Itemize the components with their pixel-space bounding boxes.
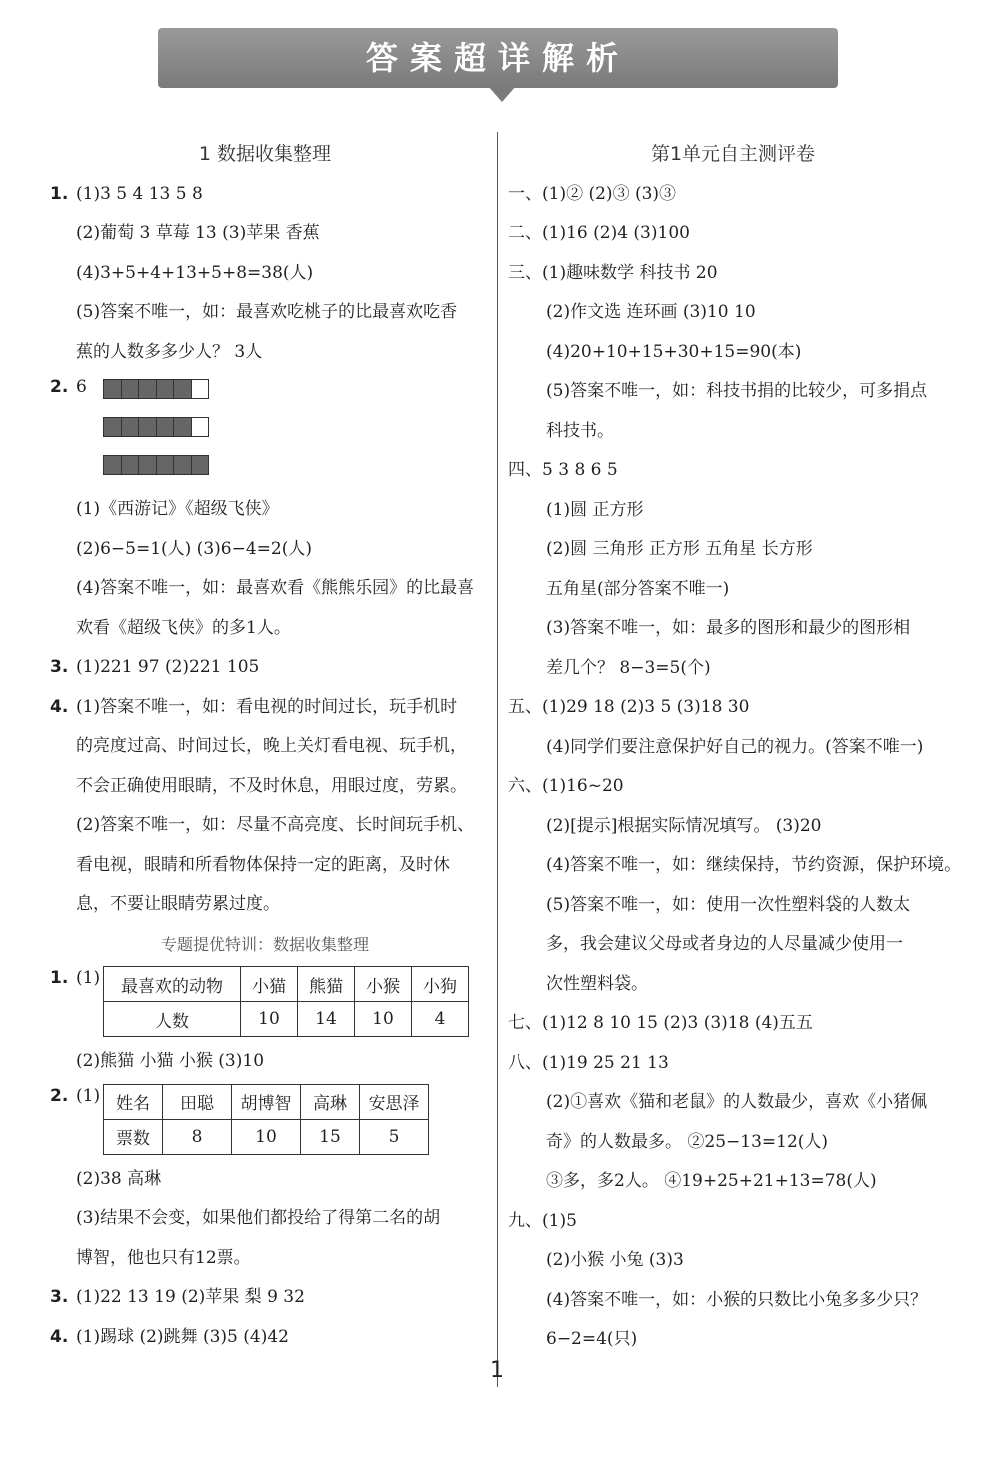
question-number: 3. (50, 657, 69, 677)
answer-line (508, 412, 958, 452)
answer-line (508, 214, 958, 254)
table-cell: 熊猫 (298, 967, 355, 1002)
left-column (50, 135, 480, 1357)
answer-line (50, 175, 480, 215)
answer-line (508, 925, 958, 965)
answer-line (508, 1202, 958, 1242)
table-cell: 14 (298, 1002, 355, 1037)
answer-text: 科技书。 (546, 420, 614, 441)
vote-table (103, 1084, 429, 1155)
table-cell: 4 (412, 1002, 469, 1037)
filled-cell (138, 417, 157, 437)
table-cell: 票数 (104, 1119, 163, 1154)
answer-text: (1) (76, 1085, 101, 1106)
answer-line (508, 649, 958, 689)
answer-line (508, 293, 958, 333)
answer-text: 九、(1)5 (508, 1210, 577, 1231)
answer-text: 七、(1)12 8 10 15 (2)3 (3)18 (4)五五 (508, 1013, 813, 1033)
answer-text: (4)3+5+4+13+5+8=38(人) (76, 262, 314, 283)
table-cell: 高琳 (301, 1084, 360, 1119)
answer-line (508, 1320, 958, 1360)
answer-text: (1)踢球 (2)跳舞 (3)5 (4)42 (76, 1326, 289, 1347)
answer-line (50, 1160, 480, 1200)
table-cell: 15 (301, 1119, 360, 1154)
answer-text: 不会正确使用眼睛，不及时休息，用眼过度，劳累。 (76, 775, 467, 796)
answer-text: 看电视，眼睛和所看物体保持一定的距离，及时休 (76, 854, 450, 875)
answer-line (508, 570, 958, 610)
answer-text: 六、(1)16~20 (508, 776, 624, 796)
answer-line (508, 254, 958, 294)
answer-line (508, 530, 958, 570)
table-cell: 8 (163, 1119, 232, 1154)
answer-text: (1)答案不唯一，如：看电视的时间过长，玩手机时 (76, 696, 458, 717)
tally-bar (103, 455, 208, 475)
answer-text: (1)3 5 4 13 5 8 (76, 183, 203, 204)
answer-line (508, 333, 958, 373)
answer-text: 6 (76, 377, 87, 397)
answer-line (50, 767, 480, 807)
right-column (508, 135, 962, 1360)
answer-text: 二、(1)16 (2)4 (3)100 (508, 223, 690, 243)
answer-line (508, 1123, 958, 1163)
answer-line (50, 885, 480, 925)
answer-text: (2)38 高琳 (76, 1168, 162, 1189)
answer-list (508, 175, 962, 1360)
question-number: 1. (50, 183, 69, 204)
answer-text: (1) (76, 968, 101, 988)
answer-text: (1)《西游记》《超级飞侠》 (76, 499, 279, 519)
table-cell: 小猫 (241, 967, 298, 1002)
answer-text: (4)同学们要注意保护好自己的视力。(答案不唯一) (546, 736, 924, 757)
answer-line (508, 767, 958, 807)
question-number: 4. (50, 1326, 69, 1347)
table-cell: 小猴 (355, 967, 412, 1002)
answer-text: (1)221 97 (2)221 105 (76, 657, 260, 677)
answer-line (50, 254, 480, 294)
answer-text: (2)圆 三角形 正方形 五角星 长方形 (546, 539, 813, 559)
answer-line (508, 1044, 958, 1084)
column-divider (497, 132, 498, 1387)
filled-cell (156, 455, 175, 475)
table-cell: 5 (360, 1119, 429, 1154)
filled-cell (138, 455, 157, 475)
answer-line (50, 648, 480, 688)
answer-text: (4)答案不唯一，如：小猴的只数比小兔多多少只？ (546, 1289, 928, 1310)
answer-text: ③多，多2人。 ④19+25+21+13=78(人) (546, 1171, 877, 1191)
table-cell: 小狗 (412, 967, 469, 1002)
bar-figure (50, 372, 480, 490)
question-number: 2. (50, 1085, 69, 1106)
answer-line (508, 1083, 958, 1123)
answer-text: 奇》的人数最多。 ②25−13=12(人) (546, 1131, 829, 1152)
answer-line (50, 846, 480, 886)
answer-text: (2)小猴 小兔 (3)3 (546, 1250, 684, 1270)
filled-cell (156, 417, 175, 437)
answer-text: (4)20+10+15+30+15=90(本) (546, 341, 802, 362)
answer-line (50, 1239, 480, 1279)
filled-cell (103, 417, 122, 437)
question-number: 2. (50, 377, 69, 397)
answer-line (508, 372, 958, 412)
answer-text: 息，不要让眼睛劳累过度。 (76, 894, 280, 914)
answer-text: 次性塑料袋。 (546, 973, 648, 994)
answer-text: 多，我会建议父母或者身边的人尽量减少使用一 (546, 934, 903, 954)
answer-text: 五、(1)29 18 (2)3 5 (3)18 30 (508, 697, 750, 717)
question-number: 4. (50, 696, 69, 717)
answer-text: 的亮度过高、时间过长，晚上关灯看电视、玩手机， (76, 736, 467, 756)
answer-line (50, 1278, 480, 1318)
answer-line (50, 727, 480, 767)
answer-line (50, 530, 480, 570)
filled-cell (156, 379, 175, 399)
answer-line (50, 333, 480, 373)
answer-line (508, 688, 958, 728)
filled-cell (173, 379, 192, 399)
filled-cell (121, 455, 140, 475)
answer-text: 6−2=4(只) (546, 1329, 638, 1349)
answer-line (50, 1318, 480, 1358)
table-cell: 田聪 (163, 1084, 232, 1119)
answer-line (50, 806, 480, 846)
answer-line (508, 1281, 958, 1321)
answer-line (508, 1162, 958, 1202)
table-cell: 10 (232, 1119, 301, 1154)
answer-line (50, 1042, 480, 1082)
answer-line (50, 609, 480, 649)
table-block (50, 964, 480, 1042)
answer-text: 博智，他也只有12票。 (76, 1247, 251, 1268)
answer-text: 差几个？ 8−3=5(个) (546, 657, 711, 678)
answer-text: (2)作文选 连环画 (3)10 10 (546, 302, 756, 322)
empty-cell (191, 379, 210, 399)
tally-bar (103, 379, 208, 399)
answer-line (50, 214, 480, 254)
answer-line (508, 965, 958, 1005)
filled-cell (191, 455, 210, 475)
answer-text: 八、(1)19 25 21 13 (508, 1052, 669, 1073)
answer-line (508, 807, 958, 847)
answer-text: (5)答案不唯一，如：使用一次性塑料袋的人数太 (546, 894, 911, 915)
filled-cell (121, 379, 140, 399)
answer-text: 五角星(部分答案不唯一) (546, 578, 730, 599)
filled-cell (173, 455, 192, 475)
section-title: 1 数据收集整理 (198, 143, 332, 165)
answer-text: (5)答案不唯一，如：最喜欢吃桃子的比最喜欢吃香 (76, 302, 458, 322)
table-cell: 10 (241, 1002, 298, 1037)
tally-bar (103, 417, 208, 437)
answer-line (50, 569, 480, 609)
table-block (50, 1082, 480, 1160)
answer-text: (2)熊猫 小猫 小猴 (3)10 (76, 1051, 265, 1071)
answer-text: (3)结果不会变，如果他们都投给了得第二名的胡 (76, 1208, 441, 1228)
answer-text: (1)22 13 19 (2)苹果 梨 9 32 (76, 1287, 305, 1307)
filled-cell (103, 455, 122, 475)
answer-text: (2)葡萄 3 草莓 13 (3)苹果 香蕉 (76, 223, 320, 243)
answer-line (508, 451, 958, 491)
answer-line (508, 491, 958, 531)
answer-text: 欢看《超级飞侠》的多1人。 (76, 617, 291, 638)
answer-line (508, 1241, 958, 1281)
answer-line (50, 490, 480, 530)
answer-text: (2)答案不唯一，如：尽量不高亮度、长时间玩手机、 (76, 815, 475, 835)
table-cell: 人数 (104, 1002, 241, 1037)
filled-cell (103, 379, 122, 399)
banner-pointer (488, 86, 516, 102)
question-number: 1. (50, 968, 69, 988)
filled-cell (138, 379, 157, 399)
answer-text: 一、(1)② (2)③ (3)③ (508, 183, 677, 204)
answer-line (508, 846, 962, 886)
answer-line (508, 1004, 958, 1044)
answer-text: (2)[提示]根据实际情况填写。 (3)20 (546, 815, 822, 836)
page-number: 1 (490, 1358, 504, 1383)
table-cell: 最喜欢的动物 (104, 967, 241, 1002)
answer-text: (4)答案不唯一，如：最喜欢看《熊熊乐园》的比最喜 (76, 578, 475, 598)
table-cell: 安思泽 (360, 1084, 429, 1119)
answer-text: (1)圆 正方形 (546, 499, 644, 520)
answer-text: 四、5 3 8 6 5 (508, 460, 618, 480)
answer-line (50, 688, 480, 728)
answer-line (508, 886, 958, 926)
answer-line (508, 609, 958, 649)
table-cell: 胡博智 (232, 1084, 301, 1119)
answer-text: (5)答案不唯一，如：科技书捐的比较少，可多捐点 (546, 381, 928, 401)
answer-text: 蕉的人数多多少人？ 3人 (76, 341, 263, 362)
answer-line (50, 293, 480, 333)
answer-text: (2)6−5=1(人) (3)6−4=2(人) (76, 538, 312, 559)
table-cell: 姓名 (104, 1084, 163, 1119)
answer-text: 三、(1)趣味数学 科技书 20 (508, 262, 718, 283)
answer-line (50, 1199, 480, 1239)
filled-cell (121, 417, 140, 437)
answer-line (508, 175, 958, 215)
subsection-title: 专题提优特训：数据收集整理 (160, 934, 369, 954)
answer-text: (4)答案不唯一，如：继续保持，节约资源，保护环境。 (546, 855, 962, 875)
filled-cell (173, 417, 192, 437)
answer-line (508, 728, 958, 768)
animal-table (103, 966, 469, 1037)
empty-cell (191, 417, 210, 437)
banner-title: 答案超详解析 (365, 39, 630, 77)
answer-text: (2)①喜欢《猫和老鼠》的人数最少，喜欢《小猪佩 (546, 1092, 928, 1112)
question-number: 3. (50, 1287, 69, 1307)
answer-text: (3)答案不唯一，如：最多的图形和最少的图形相 (546, 618, 911, 638)
table-cell: 10 (355, 1002, 412, 1037)
section-title: 第1单元自主测评卷 (650, 143, 816, 165)
